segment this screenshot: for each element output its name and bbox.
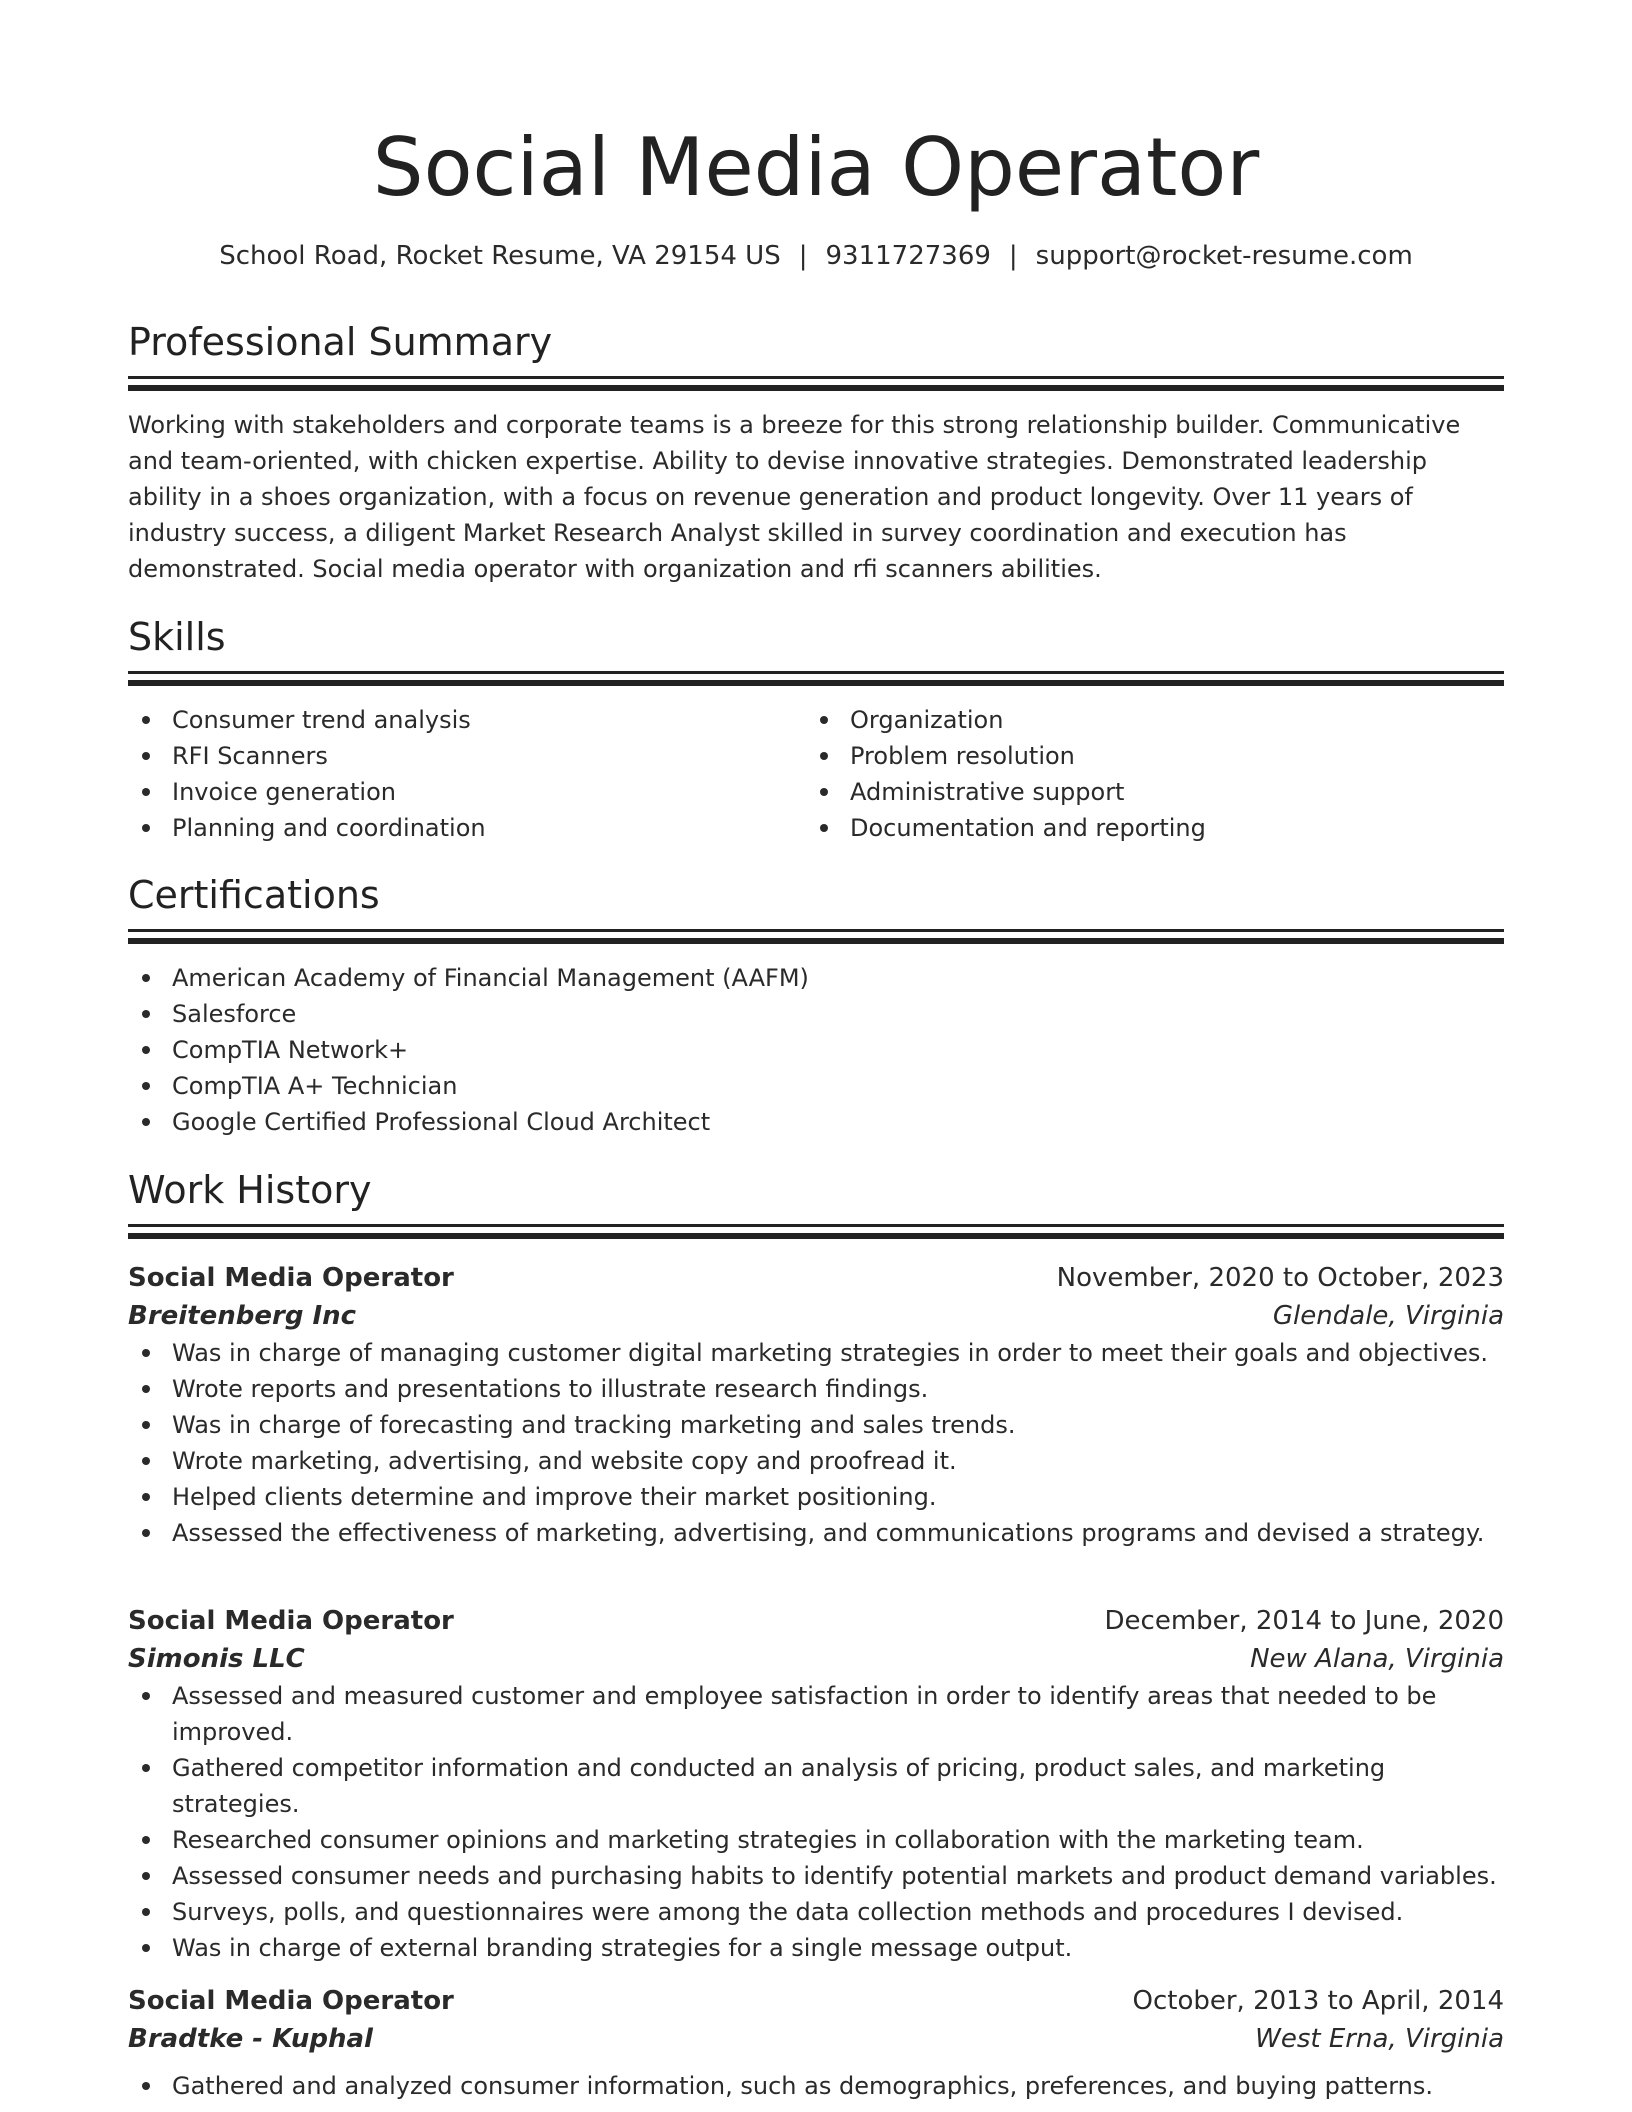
certification-item: CompTIA Network+ [128, 1032, 1504, 1068]
section-title-skills: Skills [128, 615, 226, 659]
summary-text: Working with stakeholders and corporate teams is a breeze for this strong relationship builder. Communicative and team-oriented, with chicken expertise. Ability to devise innovative strategies. Demonstrated leadership ability in a shoes organization, with a focus on revenue generation and product longevity. Over 11 years of industry success, a diligent Market Research Analyst skilled in survey coordination and execution has demonstrated. Social media operator with organization and rfi scanners abilities. [128, 411, 1461, 583]
job-entry [128, 1602, 1504, 1966]
job-header [128, 1259, 1504, 1297]
section-rule-thick [128, 938, 1504, 944]
section-title-summary: Professional Summary [128, 320, 553, 364]
job-subheader [128, 1297, 1504, 1335]
job-entry [128, 1982, 1504, 2104]
skill-item: Planning and coordination [128, 810, 806, 846]
section-title-work-history: Work History [128, 1168, 372, 1212]
skills-columns [128, 702, 1504, 846]
section-rule-thick [128, 385, 1504, 391]
job-bullet: Was in charge of external branding strategies for a single message output. [128, 1930, 1504, 1966]
job-bullet: Wrote marketing, advertising, and website copy and proofread it. [128, 1443, 1504, 1479]
job-dates: December, 2014 to June, 2020 [1104, 1606, 1504, 1636]
skills-column-left [128, 702, 806, 846]
skills-section [128, 613, 1504, 846]
job-title: Social Media Operator [128, 1606, 454, 1636]
section-rule [128, 929, 1504, 932]
contact-separator: | [798, 241, 808, 271]
section-rule-thick [128, 680, 1504, 686]
certifications-section [128, 871, 1504, 1140]
contact-email: support@rocket-resume.com [1035, 241, 1413, 271]
contact-line [128, 238, 1504, 274]
job-bullet: Assessed the effectiveness of marketing, advertising, and communications programs and devised a strategy. [128, 1515, 1504, 1551]
job-bullet: Helped clients determine and improve their market positioning. [128, 1479, 1504, 1515]
summary-section [128, 318, 1504, 587]
job-bullets [128, 1335, 1504, 1551]
certification-item: Google Certified Professional Cloud Architect [128, 1104, 1504, 1140]
job-company: Bradtke - Kuphal [128, 2024, 373, 2054]
resume-name: Social Media Operator [372, 121, 1260, 214]
job-bullet: Wrote reports and presentations to illustrate research findings. [128, 1371, 1504, 1407]
job-bullet: Was in charge of managing customer digital marketing strategies in order to meet their goals and objectives. [128, 1335, 1504, 1371]
job-bullet: Researched consumer opinions and marketing strategies in collaboration with the marketing team. [128, 1822, 1504, 1858]
job-title: Social Media Operator [128, 1263, 454, 1293]
job-title: Social Media Operator [128, 1986, 454, 2016]
job-bullet: Gathered and analyzed consumer information, such as demographics, preferences, and buying patterns. [128, 2068, 1504, 2104]
skill-item: Documentation and reporting [806, 810, 1484, 846]
contact-phone: 9311727369 [825, 241, 991, 271]
job-bullet: Was in charge of forecasting and tracking marketing and sales trends. [128, 1407, 1504, 1443]
job-dates: October, 2013 to April, 2014 [1132, 1986, 1504, 2016]
job-bullet: Assessed and measured customer and employee satisfaction in order to identify areas that needed to be improved. [128, 1678, 1504, 1750]
job-header [128, 1602, 1504, 1640]
skill-item: RFI Scanners [128, 738, 806, 774]
contact-separator: | [1008, 241, 1018, 271]
job-company: Breitenberg Inc [128, 1301, 357, 1331]
skill-item: Problem resolution [806, 738, 1484, 774]
job-location: New Alana, Virginia [1250, 1644, 1504, 1674]
job-bullet: Gathered competitor information and conducted an analysis of pricing, product sales, and marketing strategies. [128, 1750, 1504, 1822]
work-history-section [128, 1166, 1504, 1239]
job-subheader [128, 1640, 1504, 1678]
job-company: Simonis LLC [128, 1644, 305, 1674]
certifications-list [128, 960, 1504, 1140]
job-bullets [128, 1678, 1504, 1966]
skill-item: Organization [806, 702, 1484, 738]
job-location: West Erna, Virginia [1255, 2024, 1504, 2054]
skill-item: Invoice generation [128, 774, 806, 810]
job-bullet: Assessed consumer needs and purchasing habits to identify potential markets and product demand variables. [128, 1858, 1504, 1894]
job-dates: November, 2020 to October, 2023 [1056, 1263, 1504, 1293]
job-bullets [128, 2068, 1504, 2104]
skills-column-right [806, 702, 1484, 846]
job-header [128, 1982, 1504, 2020]
skill-item: Administrative support [806, 774, 1484, 810]
job-bullet: Surveys, polls, and questionnaires were among the data collection methods and procedures I devised. [128, 1894, 1504, 1930]
section-rule [128, 671, 1504, 674]
job-entry [128, 1259, 1504, 1551]
section-rule [128, 1224, 1504, 1227]
job-location: Glendale, Virginia [1272, 1301, 1504, 1331]
section-rule [128, 376, 1504, 379]
certification-item: American Academy of Financial Management (AAFM) [128, 960, 1504, 996]
skill-item: Consumer trend analysis [128, 702, 806, 738]
section-title-certifications: Certifications [128, 873, 380, 917]
job-subheader [128, 2020, 1504, 2058]
contact-address: School Road, Rocket Resume, VA 29154 US [219, 241, 781, 271]
certification-item: Salesforce [128, 996, 1504, 1032]
certification-item: CompTIA A+ Technician [128, 1068, 1504, 1104]
section-rule-thick [128, 1233, 1504, 1239]
